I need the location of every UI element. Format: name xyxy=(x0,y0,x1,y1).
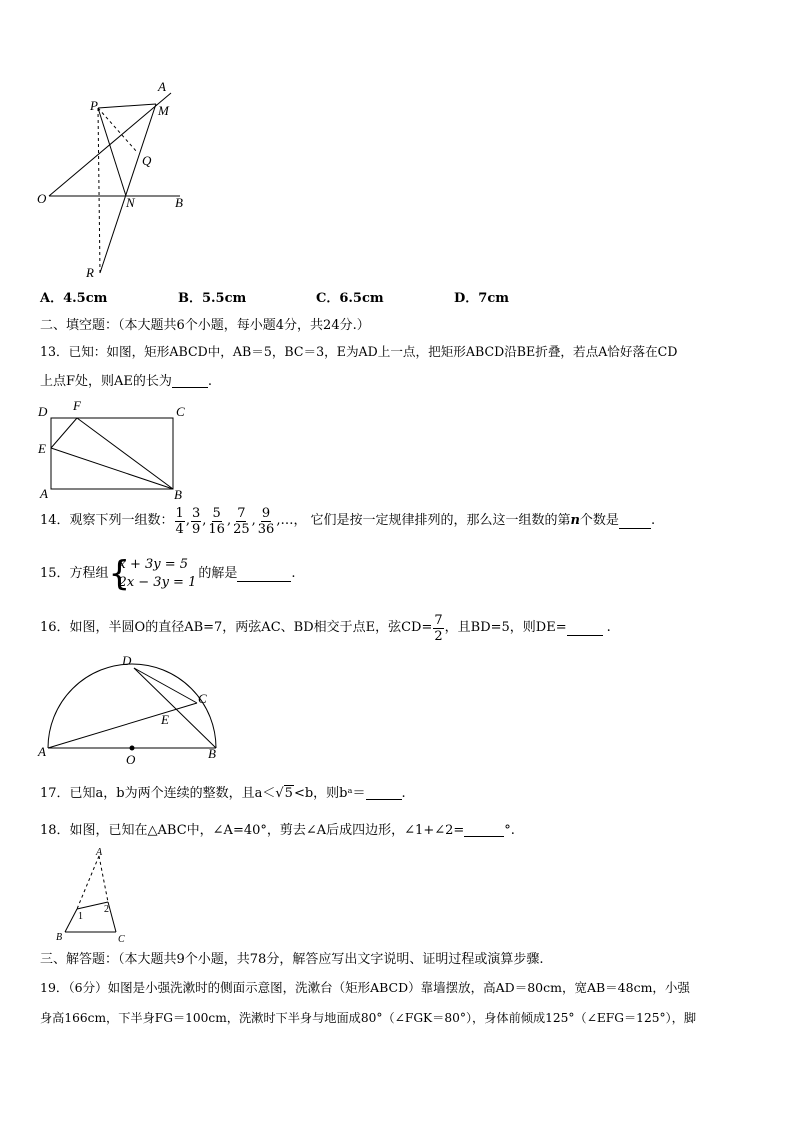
q17-end: . xyxy=(401,786,406,801)
q18-answer-blank[interactable] xyxy=(464,822,504,837)
q14-n: n xyxy=(570,513,580,528)
rect-abcd xyxy=(51,418,173,489)
q14-answer-blank[interactable] xyxy=(619,514,651,529)
q14-text-3: 个数是 xyxy=(579,513,619,528)
label-e: E xyxy=(38,441,46,456)
label-a: A xyxy=(40,486,48,501)
label-o: O xyxy=(126,752,136,767)
label-m: M xyxy=(158,103,169,118)
q15-eq1: x + 3y = 5 xyxy=(118,557,189,572)
label-e: E xyxy=(161,712,169,727)
label-d: D xyxy=(38,404,48,419)
label-d: D xyxy=(122,653,132,668)
center-o xyxy=(130,746,135,751)
dashed-pr xyxy=(98,108,100,273)
figure-q13 xyxy=(34,398,204,503)
q19-line2: 身高166cm，下半身FG＝100cm，洗漱时下半身与地面成80°（∠FGK＝80°），身体前倾成125°（∠EFG＝125°），脚 xyxy=(40,1011,697,1025)
q16 xyxy=(40,610,611,646)
label-c: C xyxy=(118,934,125,945)
q15 xyxy=(40,555,296,593)
q14-fraction-2: $\frac{3}{9}$ xyxy=(191,505,201,537)
q16-text-2: ，且BD=5，则DE= xyxy=(444,620,567,635)
segment-ef xyxy=(51,418,77,448)
label-2: 2 xyxy=(104,904,109,915)
side-b xyxy=(65,909,77,932)
label-b: B xyxy=(175,195,183,210)
label-p: P xyxy=(90,98,98,113)
q14-fraction-4: $\frac{7}{25}$ xyxy=(233,505,250,537)
q14-end: . xyxy=(650,513,656,528)
q18-end: °. xyxy=(504,823,515,838)
q17-answer-blank[interactable] xyxy=(366,785,402,800)
q16-end: . xyxy=(606,620,611,635)
label-o: O xyxy=(37,191,47,206)
q15-eq2: 2x − 3y = 1 xyxy=(118,575,197,590)
figure-q12 xyxy=(30,80,230,280)
q14-ellipsis: ,…， xyxy=(276,513,307,528)
q14-fraction-1: $\frac{1}{4}$ xyxy=(175,505,184,537)
label-a: A xyxy=(38,744,46,759)
label-r: R xyxy=(86,265,94,280)
q17-text-2: <b，则bᵃ＝ xyxy=(293,786,366,801)
label-f: F xyxy=(73,398,81,413)
section-3-heading: 三、解答题：（本大题共9个小题，共78分，解答应写出文字说明、证明过程或演算步骤. xyxy=(40,952,544,967)
label-c: C xyxy=(176,404,185,419)
segment-eb xyxy=(51,448,173,489)
side-ab-dashed xyxy=(77,856,99,909)
label-a: A xyxy=(96,847,103,858)
section-2-heading: 二、填空题：（本大题共6个小题，每小题4分，共24分.） xyxy=(40,318,370,333)
q15-text-2: 的解是 xyxy=(198,566,238,581)
q13-text: 上点F处，则AE的长为 xyxy=(40,374,172,389)
option-a: A．4.5cm xyxy=(40,291,108,306)
q14-text-2: 它们是按一定规律排列的，那么这一组数的第 xyxy=(310,513,571,528)
segment-pn xyxy=(98,108,126,196)
q16-fraction: $\frac{7}{2}$ xyxy=(434,612,443,644)
q17-text: 17．已知a，b为两个连续的整数，且a＜ xyxy=(40,786,276,801)
q17 xyxy=(40,785,406,803)
q13-line1: 13．已知：如图，矩形ABCD中，AB＝5，BC＝3，E为AD上一点，把矩形ABCD沿BE折叠，若点A恰好落在CD xyxy=(40,344,678,359)
option-d: D．7cm xyxy=(454,291,509,306)
q15-system xyxy=(109,556,197,592)
figure-q18 xyxy=(50,848,150,948)
q14-fraction-3: $\frac{5}{16}$ xyxy=(208,505,225,537)
side-c xyxy=(108,902,116,932)
label-q: Q xyxy=(142,153,152,168)
semicircle-arc xyxy=(48,664,216,748)
q13-line2 xyxy=(40,373,212,391)
q16-answer-blank[interactable] xyxy=(567,621,603,636)
q14-text: 14．观察下列一组数： xyxy=(40,513,174,528)
label-b: B xyxy=(56,932,63,943)
q15-text: 15．方程组 xyxy=(40,566,109,581)
chord-ac xyxy=(48,703,197,748)
label-a: A xyxy=(158,79,166,94)
q19-line1: 19．（6分）如图是小强洗漱时的侧面示意图，洗漱台（矩形ABCD）靠墙摆放，高AD＝80cm，宽AB＝48cm，小强 xyxy=(40,980,690,995)
sqrt-icon: √5 xyxy=(275,786,293,801)
q13-answer-blank[interactable] xyxy=(172,373,208,388)
label-b: B xyxy=(174,487,182,502)
label-1: 1 xyxy=(78,911,83,922)
q15-end: . xyxy=(291,566,296,581)
side-ac-dashed xyxy=(99,856,108,902)
label-n: N xyxy=(126,195,135,210)
q16-text: 16．如图，半圆O的直径AB=7，两弦AC、BD相交于点E，弦CD= xyxy=(40,620,433,635)
option-c: C．6.5cm xyxy=(316,291,384,306)
segment-fb xyxy=(77,418,173,489)
dashed-pq xyxy=(98,108,137,152)
q15-answer-blank[interactable] xyxy=(237,567,291,582)
q14: 14．观察下列一组数： $\frac{1}{4}$ , $\frac{3}{9}$ , $\frac{5}{16}$ , $\frac{7}{25}$ , $\frac{9}{36}$ ,…， 它们是按一定规律排列的，那么这一组数的第 n 个数是 . xyxy=(40,505,656,537)
option-b: B．5.5cm xyxy=(178,291,247,306)
segment-pm xyxy=(98,104,156,108)
q14-fraction-5: $\frac{9}{36}$ xyxy=(257,505,275,537)
label-b: B xyxy=(208,746,216,761)
brace-icon: { xyxy=(108,554,131,594)
figure-q16 xyxy=(34,652,234,767)
q13-end: . xyxy=(207,374,213,389)
q18-text: 18．如图，已知在△ABC中，∠A=40°，剪去∠A后成四边形，∠1+∠2= xyxy=(40,823,465,838)
chord-bd xyxy=(134,668,216,748)
q18 xyxy=(40,822,515,840)
label-c: C xyxy=(198,691,207,706)
q17-radicand: 5 xyxy=(284,786,293,801)
